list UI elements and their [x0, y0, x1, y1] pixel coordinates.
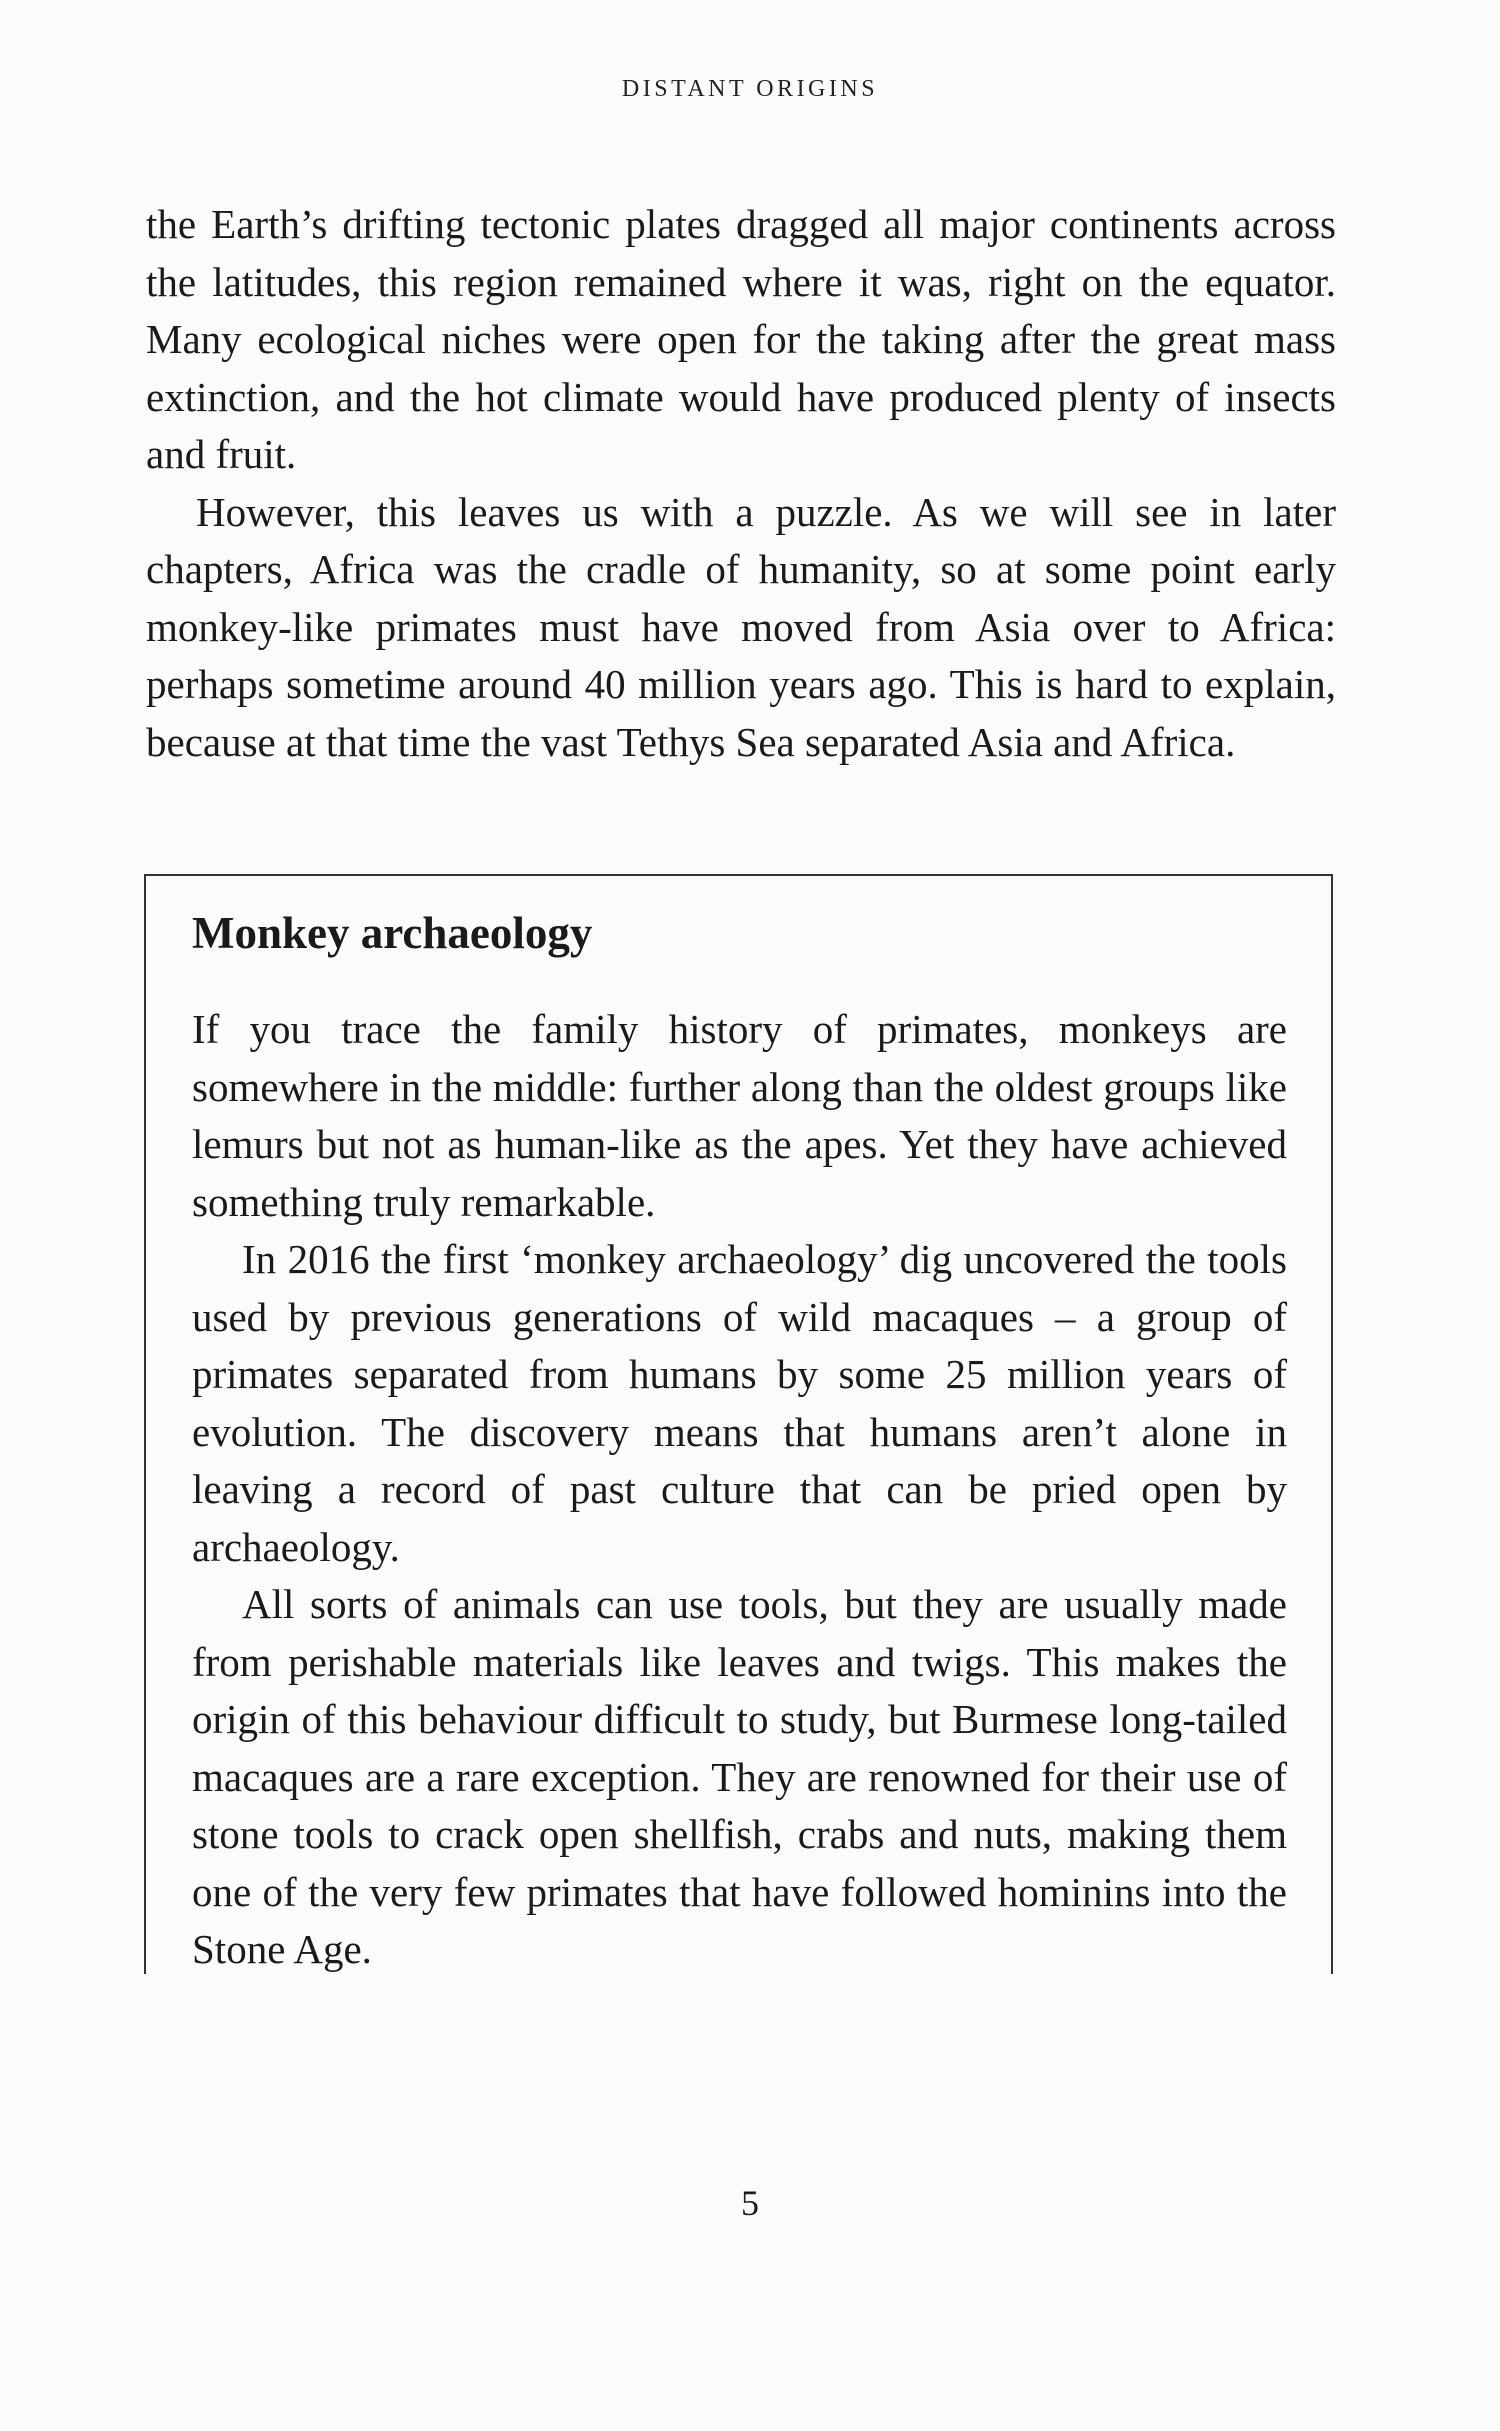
box-paragraph: In 2016 the first ‘monkey archaeology’ dig uncovered the tools used by previous generations of wild macaques – a group of primates separated from humans by some 25 million years of evolution. The discovery means that humans aren’t alone in leaving a record of past culture that can be pried open by archaeology. — [192, 1236, 1287, 1570]
box-title: Monkey archaeology — [192, 908, 593, 958]
box-paragraph: All sorts of animals can use tools, but they are usually made from perishable materials like leaves and twigs. This makes the origin of this behaviour difficult to study, but Burmese long-tailed macaques are a rare exception. They are renowned for their use of stone tools to crack open shellfish, crabs and nuts, making them one of the very few primates that have followed hominins into the Stone Age. — [192, 1581, 1287, 1972]
box-paragraph: If you trace the family history of primates, monkeys are somewhere in the middle: further along than the oldest groups like lemurs but not as human-like as the apes. Yet they have achieved something truly remarkable. — [192, 1006, 1287, 1225]
body-paragraph: However, this leaves us with a puzzle. As we will see in later chapters, Africa was the cradle of humanity, so at some point early monkey-like primates must have moved from Asia over to Africa: perhaps sometime around 40 million years ago. This is hard to explain, because at that time the vast Tethys Sea separated Asia and Africa. — [146, 488, 1336, 765]
box-text — [192, 1001, 1287, 1979]
main-text — [146, 196, 1336, 771]
sidebar-box — [144, 874, 1333, 1974]
running-head: DISTANT ORIGINS — [621, 76, 879, 102]
page-number: 5 — [741, 2183, 759, 2223]
body-paragraph: the Earth’s drifting tectonic plates dragged all major continents across the latitudes, this region remained where it was, right on the equator. Many ecological niches were open for the taking after the great mass extinction, and the hot climate would have produced plenty of insects and fruit. — [146, 201, 1336, 477]
